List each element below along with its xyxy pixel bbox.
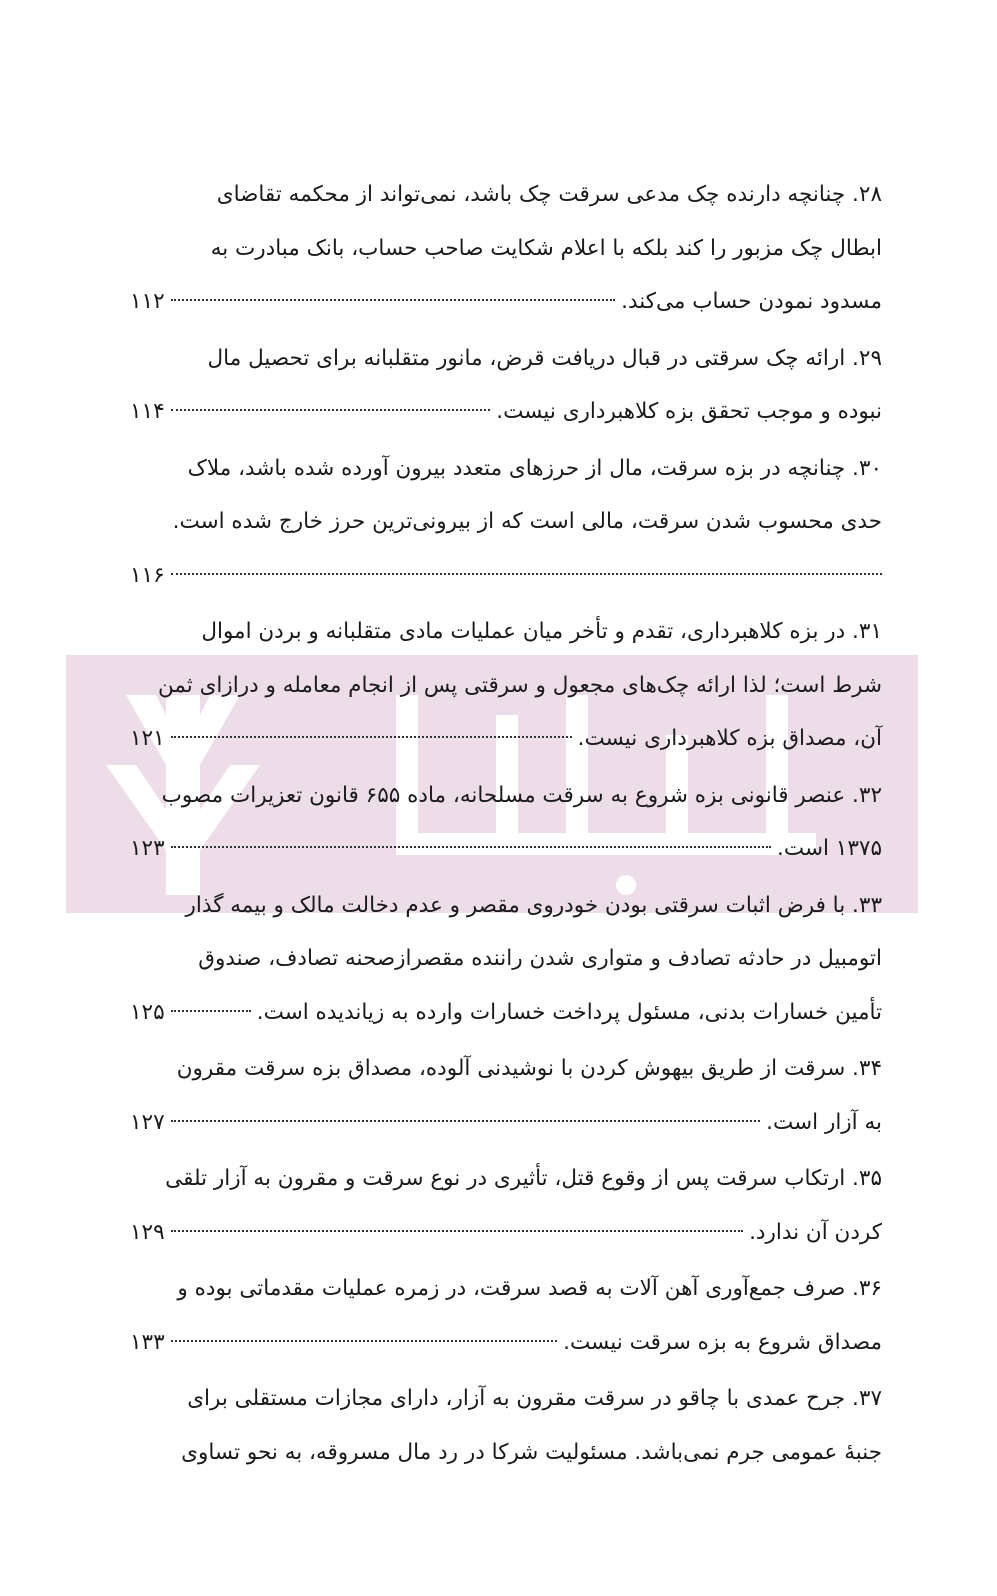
entry-line: شرط است؛ لذا ارائه چک‌های مجعول و سرقتی پس از انجام معامله و درازای ثمن bbox=[157, 672, 882, 698]
toc-entry-37[interactable] bbox=[130, 1372, 882, 1479]
toc-entry-35[interactable] bbox=[130, 1152, 882, 1259]
page-number: ۱۲۵ bbox=[130, 999, 165, 1025]
leader-dots bbox=[171, 1010, 251, 1012]
entry-line: حدی محسوب شدن سرقت، مالی است که از بیرونی‌ترین حرز خارج شده است. bbox=[172, 509, 882, 534]
toc-entry-31[interactable] bbox=[130, 605, 882, 766]
entry-line: جنبهٔ عمومی جرم نمی‌باشد. مسئولیت شرکا در رد مال مسروقه، به نحو تساوی bbox=[181, 1439, 882, 1465]
toc-entry-33[interactable] bbox=[130, 879, 882, 1040]
page-number: ۱۱۲ bbox=[130, 289, 165, 314]
leader-dots bbox=[171, 1120, 761, 1122]
page-number: ۱۲۷ bbox=[130, 1109, 165, 1135]
entry-line: نبوده و موجب تحقق بزه کلاهبرداری نیست. bbox=[496, 399, 882, 424]
entry-line: ۳۲. عنصر قانونی بزه شروع به سرقت مسلحانه، ماده ۶۵۵ قانون تعزیرات مصوب bbox=[161, 782, 882, 808]
entry-line: به آزار است. bbox=[766, 1109, 882, 1135]
entry-line: ۳۰. چنانچه در بزه سرقت، مال از حرزهای متعدد بیرون آورده شده باشد، ملاک bbox=[187, 455, 882, 481]
leader-dots bbox=[171, 1230, 743, 1232]
entry-line: تأمین خسارات بدنی، مسئول پرداخت خسارات وارده به زیاندیده است. bbox=[256, 999, 882, 1025]
leader-dots bbox=[171, 573, 882, 575]
leader-dots bbox=[171, 409, 491, 411]
page-number: ۱۲۱ bbox=[130, 726, 165, 751]
page-number: ۱۱۶ bbox=[130, 562, 165, 588]
page-number: ۱۲۹ bbox=[130, 1219, 165, 1245]
entry-line: اتومبیل در حادثه تصادف و متواری شدن راننده مقصرازصحنه تصادف، صندوق bbox=[198, 946, 882, 971]
toc-entry-34[interactable] bbox=[130, 1042, 882, 1149]
page-number: ۱۲۳ bbox=[130, 836, 165, 861]
page-number: ۱۱۴ bbox=[130, 399, 165, 424]
entry-line: مصداق شروع به بزه سرقت نیست. bbox=[563, 1329, 882, 1355]
table-of-contents bbox=[130, 168, 882, 1482]
entry-line: ابطال چک مزبور را کند بلکه با اعلام شکایت صاحب حساب، بانک مبادرت به bbox=[210, 235, 882, 261]
toc-entry-30[interactable] bbox=[130, 442, 882, 603]
toc-entry-28[interactable] bbox=[130, 168, 882, 329]
entry-line: مسدود نمودن حساب می‌کند. bbox=[621, 289, 882, 314]
entry-line: ۳۷. جرح عمدی با چاقو در سرقت مقرون به آزار، دارای مجازات مستقلی برای bbox=[187, 1386, 882, 1411]
entry-line: ۳۶. صرف جمع‌آوری آهن آلات به قصد سرقت، در زمره عملیات مقدماتی بوده و bbox=[177, 1276, 882, 1301]
leader-dots bbox=[171, 1340, 557, 1342]
page-number: ۱۳۳ bbox=[130, 1329, 165, 1355]
toc-entry-36[interactable] bbox=[130, 1262, 882, 1369]
entry-line: ۳۱. در بزه کلاهبرداری، تقدم و تأخر میان عملیات مادی متقلبانه و بردن اموال bbox=[201, 619, 882, 644]
entry-line: ۳۴. سرقت از طریق بیهوش کردن با نوشیدنی آلوده، مصداق بزه سرقت مقرون bbox=[176, 1056, 882, 1081]
entry-line: ۲۹. ارائه چک سرقتی در قبال دریافت قرض، مانور متقلبانه برای تحصیل مال bbox=[207, 345, 882, 371]
leader-dots bbox=[171, 736, 572, 738]
entry-line: کردن آن ندارد. bbox=[749, 1219, 882, 1245]
leader-dots bbox=[171, 846, 771, 848]
entry-line: ۳۳. با فرض اثبات سرقتی بودن خودروی مقصر و عدم دخالت مالک و بیمه گذار bbox=[185, 892, 882, 918]
entry-line: آن، مصداق بزه کلاهبرداری نیست. bbox=[577, 726, 882, 751]
entry-line: ۱۳۷۵ است. bbox=[777, 836, 882, 861]
entry-line: ۳۵. ارتکاب سرقت پس از وقوع قتل، تأثیری در نوع سرقت و مقرون به آزار تلقی bbox=[165, 1166, 882, 1191]
entry-line: ۲۸. چنانچه دارنده چک مدعی سرقت چک باشد، نمی‌تواند از محکمه تقاضای bbox=[216, 182, 882, 207]
leader-dots bbox=[171, 299, 615, 301]
toc-entry-29[interactable] bbox=[130, 332, 882, 439]
toc-entry-32[interactable] bbox=[130, 769, 882, 876]
